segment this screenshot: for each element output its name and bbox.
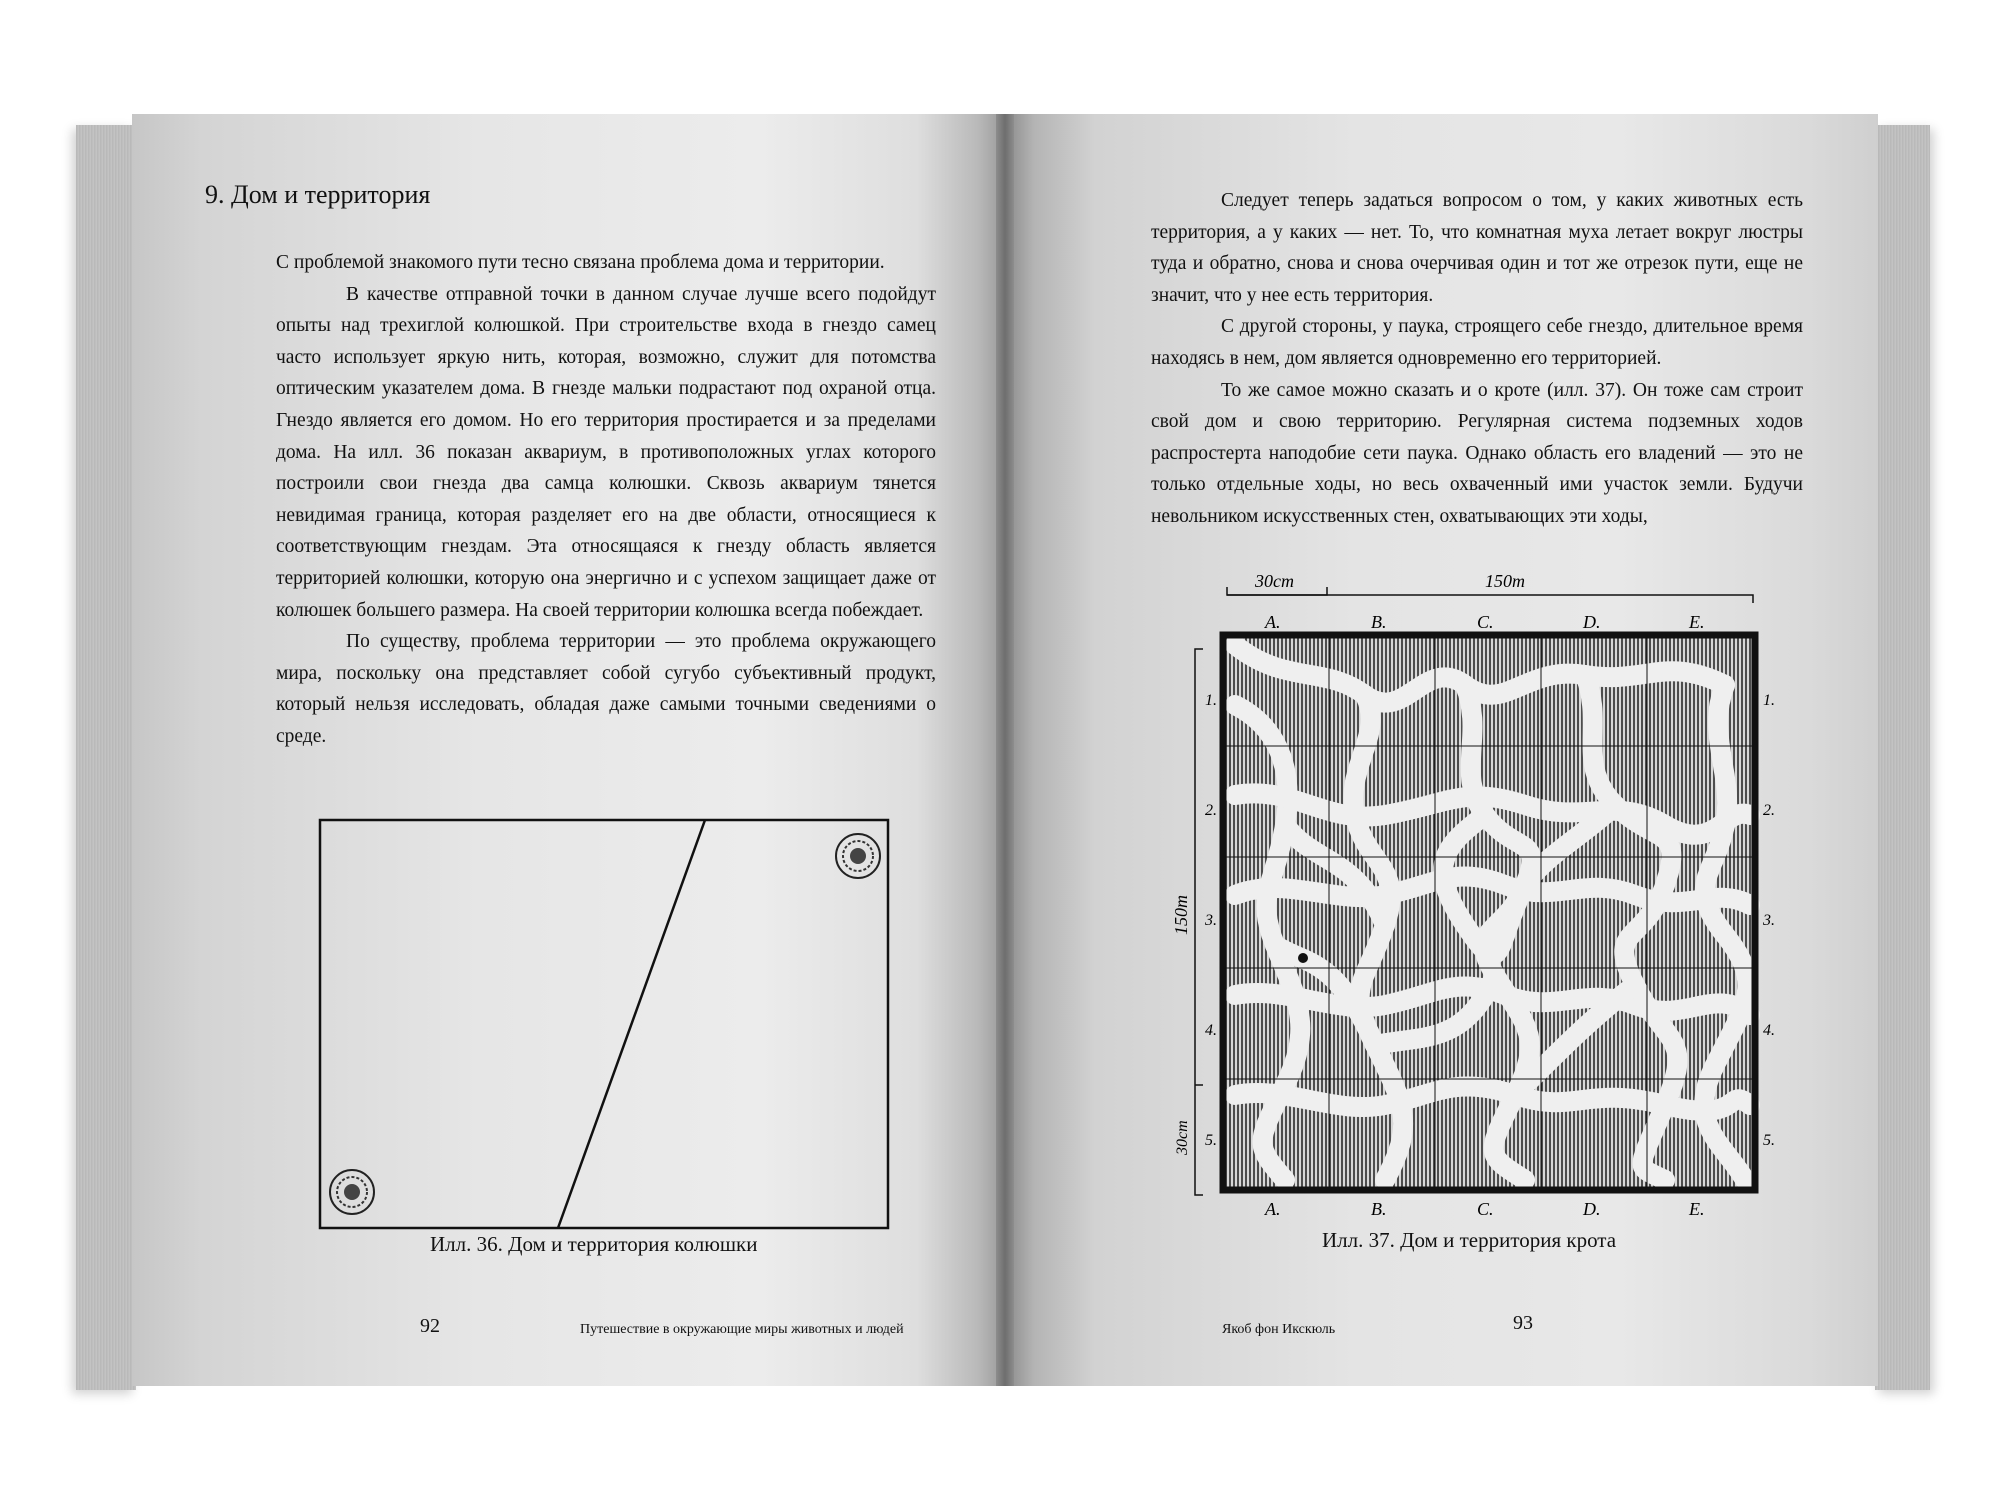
mole-map-drawing [1165,565,1785,1225]
burrow-map [1223,635,1755,1190]
aquarium-drawing [318,818,890,1230]
figure-aquarium [318,818,890,1230]
running-title: Якоб фон Икскюль [1222,1322,1336,1337]
row-label: 1. [1205,692,1217,709]
column-label: D. [1583,612,1601,632]
row-label: 4. [1205,1022,1217,1039]
row-label: 3. [1205,912,1217,929]
page-number: 92 [420,1315,440,1337]
column-label: E. [1689,612,1705,632]
paragraph: То же самое можно сказать и о кроте (илл. 37). Он тоже сам строит свой дом и свою территорию. Регулярная система подземных ходов распростерта наподобие сети паука. Однако область его владений — это не только отдельные ходы, но весь охваченный ими участок земли. Будучи невольником искусственных стен, охватывающих эти ходы, [1151,379,1803,527]
right-page-text [1151,185,1803,533]
column-label: B. [1371,612,1387,632]
paragraph: С проблемой знакомого пути тесно связана проблема дома и территории. [276,252,885,273]
running-title: Путешествие в окружающие миры животных и людей [580,1322,904,1337]
figure-mole-map [1165,565,1785,1225]
column-label: E. [1689,1199,1705,1219]
row-label: 3. [1763,912,1775,929]
nest-icon [836,834,880,878]
row-label: 5. [1205,1132,1217,1149]
row-label: 5. [1763,1132,1775,1149]
scale-label: 30cm [1255,571,1294,591]
chapter-title: 9. Дом и территория [205,180,431,209]
scale-label: 150m [1171,895,1191,935]
row-label: 2. [1205,802,1217,819]
paragraph: В качестве отправной точки в данном случае лучше всего подойдут опыты над трехиглой колюшкой. При строительстве входа в гнездо самец часто использует яркую нить, которая, возможно, служит для потомства оптическим указателем дома. В гнезде мальки подрастают под охраной отца. Гнездо является его домом. Но его территория простирается и за пределами дома. На илл. 36 показан аквариум, в противоположных углах которого построили свои гнезда два самца колюшки. Сквозь аквариум тянется невидимая граница, которая разделяет его на две области, относящиеся к соответствующим гнездам. Эта относящаяся к гнезду область является территорией колюшки, которую она энергично и с успехом защищает даже от колюшек большего размера. На своей территории колюшка всегда побеждает. [276,283,936,621]
page-edges-right [1875,125,1930,1390]
figure-caption: Илл. 37. Дом и территория крота [1322,1228,1617,1252]
column-label: D. [1583,1199,1601,1219]
column-label: B. [1371,1199,1387,1219]
row-label: 1. [1763,692,1775,709]
row-label: 2. [1763,802,1775,819]
column-label: A. [1265,1199,1281,1219]
figure-caption: Илл. 36. Дом и территория колюшки [430,1232,758,1256]
page-edges-left [76,125,136,1390]
paragraph: Следует теперь задаться вопросом о том, у каких животных есть территория, а у каких — нет. То, что комнатная муха летает вокруг люстры туда и обратно, снова и снова очерчивая один и тот же отрезок пути, еще не значит, что у нее есть территория. [1151,190,1803,306]
row-label: 4. [1763,1022,1775,1039]
column-label: C. [1477,612,1494,632]
nest-icon [330,1170,374,1214]
paragraph: С другой стороны, у паука, строящего себе гнездо, длительное время находясь в нем, дом является одновременно его территорией. [1151,316,1803,369]
scale-label: 30cm [1174,1120,1191,1155]
left-page-text [276,247,936,753]
territory-boundary-line [558,820,705,1228]
book-gutter [996,114,1014,1386]
column-label: C. [1477,1199,1494,1219]
column-label: A. [1265,612,1281,632]
scale-label: 150m [1485,571,1525,591]
paragraph: По существу, проблема территории — это проблема окружающего мира, поскольку она представляет собой сугубо субъективный продукт, который нельзя исследовать, обладая даже самыми точными сведениями о среде. [276,631,936,747]
page-number: 93 [1513,1312,1533,1334]
